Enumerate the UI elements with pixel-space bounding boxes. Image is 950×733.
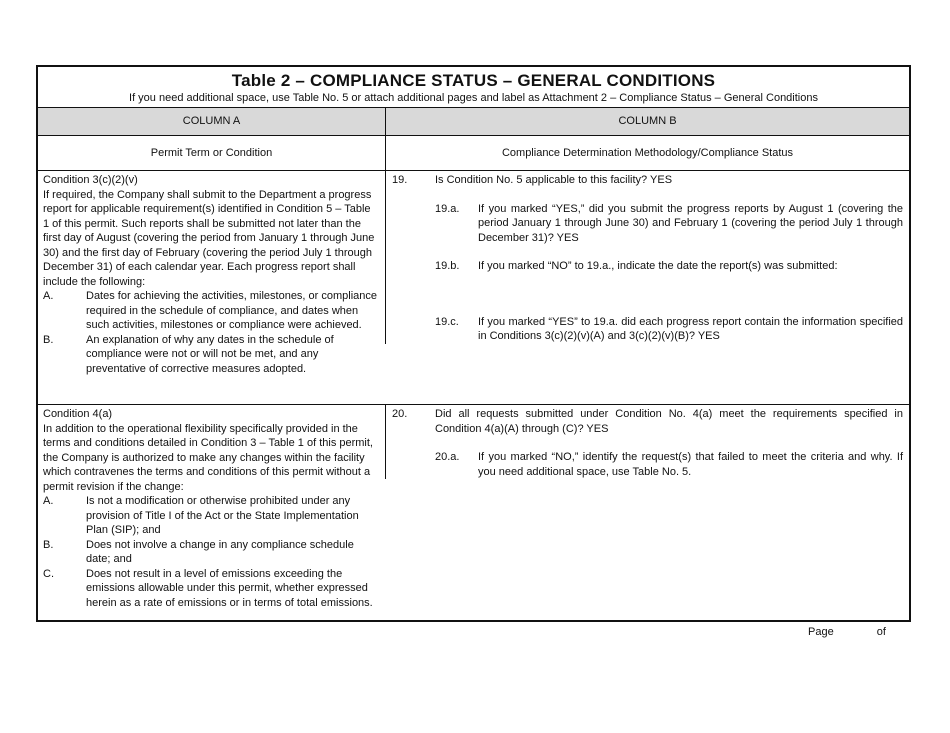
question-number: 20. bbox=[392, 408, 408, 420]
sub-question-text: If you marked “NO,” identify the request(s) that failed to meet the criteria and why. If you need additional space, use Table No. 5. bbox=[478, 451, 903, 478]
sub-question-number: 20.a. bbox=[435, 451, 460, 463]
list-marker: A. bbox=[43, 495, 54, 507]
sub-question-text: If you marked “YES” to 19.a. did each progress report contain the information specified in Conditions 3(c)(2)(v)(A) and 3(c)(2)(v)(B)? YES bbox=[478, 315, 903, 342]
sub-question bbox=[386, 259, 903, 274]
page-footer bbox=[808, 626, 886, 638]
condition-list-item bbox=[43, 567, 379, 611]
list-marker: C. bbox=[43, 567, 54, 580]
column-heading-row bbox=[38, 135, 909, 170]
table-subtitle: If you need additional space, use Table No. 5 or attach additional pages and label as Attachment 2 – Compliance Status – General Conditions bbox=[129, 92, 818, 104]
sub-question bbox=[386, 202, 903, 246]
column-a-heading: Permit Term or Condition bbox=[150, 147, 273, 159]
table-title: Table 2 – COMPLIANCE STATUS – GENERAL CONDITIONS bbox=[231, 71, 716, 90]
compliance-methodology-cell bbox=[385, 171, 909, 344]
list-text: Does not result in a level of emissions exceeding the emissions allowable under this permit, whether expressed herein as a rate of emissions or in terms of total emissions. bbox=[86, 567, 373, 609]
question-number: 19. bbox=[392, 174, 408, 186]
sub-question-number: 19.c. bbox=[435, 315, 459, 328]
condition-text: In addition to the operational flexibility specifically provided in the terms and conditions detailed in Condition 3 – Table 1 of this permit, the Company is authorized to make any changes within the facility which contravenes the terms and conditions of this permit without a permit revision if the change: bbox=[43, 422, 373, 493]
compliance-methodology-cell bbox=[385, 405, 909, 479]
condition-title: Condition 4(a) bbox=[43, 408, 113, 420]
list-text: Is not a modification or otherwise prohibited under any provision of Title I of the Act or the State Implementation Plan (SIP); and bbox=[86, 495, 359, 536]
table-header bbox=[38, 67, 909, 107]
condition-list-item bbox=[43, 494, 379, 538]
list-marker: B. bbox=[43, 538, 54, 551]
table-row bbox=[38, 170, 909, 404]
question bbox=[386, 173, 903, 188]
list-text: Does not involve a change in any compliance schedule date; and bbox=[86, 538, 354, 565]
column-b-heading: Compliance Determination Methodology/Compliance Status bbox=[385, 136, 909, 170]
of-label: of bbox=[876, 626, 886, 638]
list-marker: B. bbox=[43, 333, 54, 346]
sub-question bbox=[386, 450, 903, 479]
list-text: An explanation of why any dates in the schedule of compliance were not or will not be met, and any preventative of corrective measures adopted. bbox=[86, 333, 334, 375]
condition-list-item bbox=[43, 289, 379, 333]
column-b-label: COLUMN B bbox=[385, 108, 909, 135]
sub-question bbox=[386, 315, 903, 344]
condition-list-item bbox=[43, 538, 379, 567]
column-label-row bbox=[38, 107, 909, 135]
page-label: Page bbox=[808, 626, 834, 638]
list-marker: A. bbox=[43, 290, 54, 302]
column-a-label: COLUMN A bbox=[182, 115, 241, 127]
list-text: Dates for achieving the activities, milestones, or compliance required in the schedule of compliance, and dates when such activities, milestones or compliance were achieved. bbox=[86, 290, 378, 331]
sub-question-number: 19.b. bbox=[435, 260, 460, 272]
question-text: Is Condition No. 5 applicable to this facility? YES bbox=[435, 174, 673, 186]
sub-question-text: If you marked “YES,” did you submit the progress reports by August 1 (covering the period January 1 through June 30) and February 1 (covering the period July 1 through December 31)? YES bbox=[478, 202, 903, 244]
question bbox=[386, 407, 903, 436]
table-row bbox=[38, 404, 909, 620]
condition-title: Condition 3(c)(2)(v) bbox=[43, 174, 138, 186]
question-text: Did all requests submitted under Condition No. 4(a) meet the requirements specified in Condition 4(a)(A) through (C)? YES bbox=[435, 408, 903, 435]
condition-text: If required, the Company shall submit to the Department a progress report for applicable requirement(s) identified in Condition 5 – Table 1 of this permit. Such reports shall be submitted not later than the first day of August (covering the period from January 1 through June 30) and the first day of February (covering the period July 1 through December 31) of each calendar year. Each progress report shall include the following: bbox=[43, 188, 375, 288]
compliance-status-table bbox=[36, 65, 911, 622]
sub-question-number: 19.a. bbox=[435, 202, 460, 215]
sub-question-text: If you marked “NO” to 19.a., indicate the date the report(s) was submitted: bbox=[478, 260, 838, 272]
permit-condition-cell bbox=[38, 405, 385, 620]
condition-list-item bbox=[43, 333, 379, 377]
permit-condition-cell bbox=[38, 171, 385, 404]
